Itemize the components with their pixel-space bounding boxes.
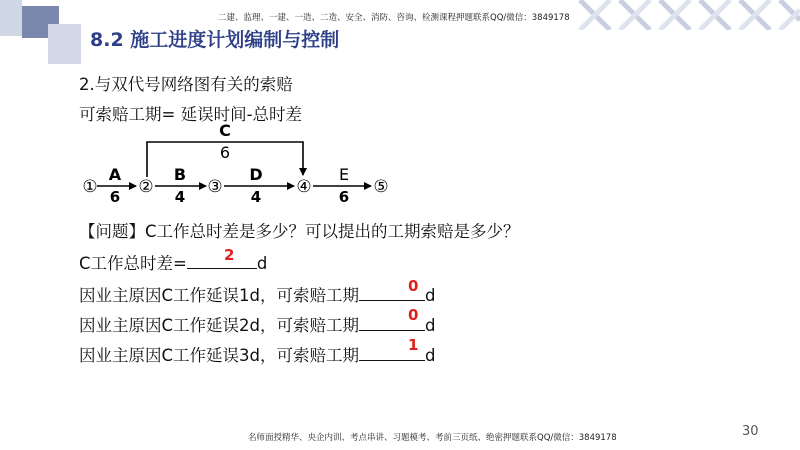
activity-a-duration: 6: [109, 188, 121, 206]
claim-row-2-unit: d: [425, 316, 436, 335]
claim-row-1-text: 因业主原因C工作延误1d，可索赔工期: [79, 286, 359, 305]
footer-banner: 名师面授精华、央企内训、考点串讲、习题模考、考前三页纸、绝密押题联系QQ/微信：3849178: [248, 433, 617, 443]
claim-row-1: [79, 282, 435, 306]
activity-c-name: C: [219, 121, 231, 140]
decor-corner-stripes: [560, 0, 800, 30]
activity-d-duration: 4: [250, 188, 262, 206]
node-2: ②: [138, 177, 154, 197]
node-3: ③: [207, 177, 223, 197]
activity-b-duration: 4: [174, 188, 186, 206]
activity-a-name: A: [108, 165, 122, 184]
c-float-prefix: C工作总时差=: [79, 254, 187, 273]
claim-row-1-answer: 0: [408, 277, 419, 295]
claim-row-2-answer: 0: [408, 306, 419, 324]
activity-b-name: B: [173, 165, 187, 184]
activity-c-duration: 6: [219, 143, 231, 162]
network-diagram: [78, 118, 408, 213]
claim-row-1-unit: d: [425, 286, 436, 305]
section-subtitle: 2.与双代号网络图有关的索赔: [79, 75, 293, 94]
activity-d-name: D: [249, 165, 263, 184]
activity-e-duration: 6: [338, 188, 350, 206]
claim-row-3-unit: d: [425, 346, 436, 365]
c-float-answer: 2: [224, 246, 235, 264]
node-4: ④: [296, 177, 312, 197]
question-text: 【问题】C工作总时差是多少？可以提出的工期索赔是多少？: [79, 222, 520, 241]
c-float-unit: d: [256, 254, 268, 273]
claim-row-3-answer: 1: [408, 336, 419, 354]
c-float-line: [79, 250, 267, 274]
claim-row-3-text: 因业主原因C工作延误3d，可索赔工期: [79, 346, 359, 365]
claim-row-2: [79, 312, 435, 336]
answer-blank: [187, 254, 257, 269]
activity-e-name: E: [338, 165, 350, 184]
claim-row-3: [79, 342, 435, 366]
decor-square-light: [0, 0, 22, 36]
slide-title: 8.2 施工进度计划编制与控制: [90, 29, 340, 51]
header-banner: 二建、监理、一建、一造、二造、安全、消防、咨询、检测课程押题联系QQ/微信：3849178: [218, 13, 570, 23]
claim-formula: 可索赔工期= 延误时间-总时差: [79, 105, 303, 124]
node-1: ①: [82, 177, 98, 197]
node-5: ⑤: [373, 177, 389, 197]
decor-square-light-2: [48, 24, 81, 64]
claim-row-2-text: 因业主原因C工作延误2d，可索赔工期: [79, 316, 359, 335]
page-number: 30: [742, 424, 759, 439]
